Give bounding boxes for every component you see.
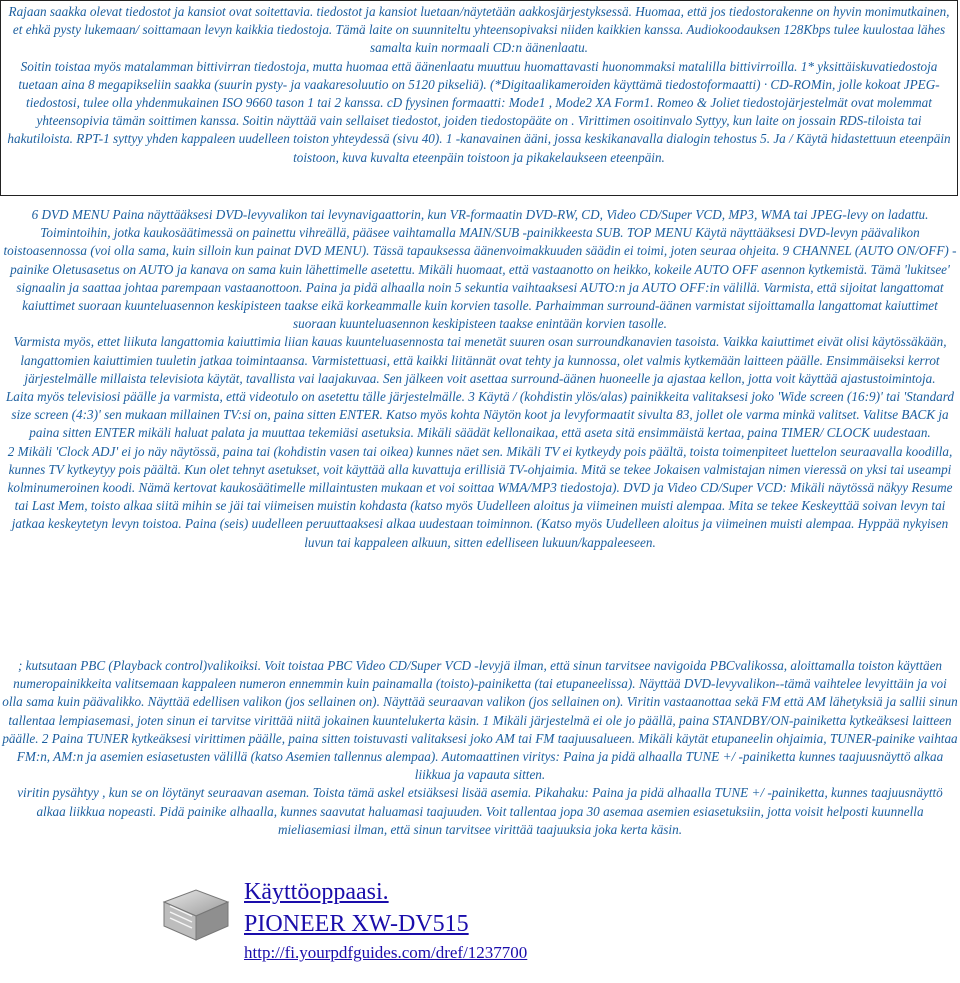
body-paragraph-4: 2 Mikäli 'Clock ADJ' ei jo näy näytössä, paina tai (kohdistin vasen tai oikea) kunnes näet sen. Mikäli TV ei kytkeydy pois päältä, toista toimenpiteet luettelon seuraavalla koodilla, kunnes TV kytkeytyy pois päältä. Kun olet tehnyt asetukset, voit käyttää alla kuvattuja erillisiä TV-ohjaimia. Mitä se tekee Jokaisen valmistajan nimen vieressä on yksi tai useampi kolminumeroinen koodi. Nämä kertovat kaukosäätimelle millaintusten mukaan et voi soittaa WMA/MP3 tiedostoja). DVD ja Video CD/Super VCD: Mikäli näytössä näkyy Resume tai Last Mem, toisto alkaa siitä mihin se jäi tai viimeisen muistin kohdasta (katso myös Uudelleen aloitus ja viimeinen muisti alempaa. Mita se tekee Keskeyttää soivan levyn tai jatkaa keskeytetyn levyn toistoa. Paina (seis) uudelleen peruuttaaksesi alkaa uudestaan toiminnon. (Katso myös Uudelleen aloitus ja viimeinen muisti alempaa. Hyppää nykyisen luvun tai kappaleen alkuun, sitten edelliseen lukuun/kappaleeseen. (7, 443, 953, 550)
lower-text (0, 657, 960, 839)
footer (160, 876, 860, 976)
book-icon (160, 882, 232, 946)
intro-box (0, 0, 958, 196)
footer-links (244, 876, 527, 966)
intro-paragraph-2: Soitin toistaa myös matalamman bittivirran tiedostoja, mutta huomaa että äänenlaatu muuttuu huomattavasti huonommaksi matalilla bittivirroilla. 1* yksittäiskuvatiedostoja tuetaan aina 8 megapikseliin saakka (suurin pysty- ja vaakaresoluutio on 5120 pikseliä). (*Digitaalikameroiden käyttämä tiedostoformaatti) · CD-ROMin, jolle kokoat JPEG-tiedostosi, tulee olla yhdenmukainen ISO 9660 tason 1 tai 2 kanssa. cD fyysinen formaatti: Mode1 , Mode2 XA Form1. Romeo & Joliet tiedostojärjestelmät ovat molemmat yhteensopivia tämän soittimen kanssa. Soitin näyttää vain sellaiset tiedostot, joiden tiedostopääte on . Virittimen osoitinvalo Syttyy, kun laite on jossain RDS-tiloista tai hakutiloista. RPT-1 syttyy yhden kappaleen uudelleen toiston yhteydessä (sivu 40). 1 -kanavainen ääni, jossa keskikanavalla dialogin tehostus 5. Ja / Käytä hidastettuun eteenpäin toistoon, kuva kuvalta eteenpäin toistoon ja pikakelaukseen eteenpäin. (7, 58, 951, 165)
intro-paragraph-1: Rajaan saakka olevat tiedostot ja kansiot ovat soitettavia. tiedostot ja kansiot luetaan/näytetään aakkosjärjestyksessä. Huomaa, että jos tiedostorakenne on hyvin monimutkainen, et ehkä pysty lukemaan/ soittamaan levyn kaikkia tiedostoja. Tämä laite on suunniteltu yhteensopivaksi niiden kaikkien kanssa. Audiokoodauksen 128Kbps tulee kuulostaa lähes samalta kuin normaali CD:n äänenlaatu. (8, 4, 950, 56)
lower-paragraph-1: ; kutsutaan PBC (Playback control)valikoiksi. Voit toistaa PBC Video CD/Super VCD -levyjä ilman, että sinun tarvitsee navigoida PBCvalikossa, aloittamalla toiston käyttäen numeropainikkeita valitsemaan kappaleen numeron ennemmin kuin painamalla (toisto)-painiketta (tai etupaneelissa). Näyttää DVD-levyvalikon--tämä vaihtelee levyittäin ja voi olla sama kuin päävalikko. Näyttää edellisen valikon (jos sellainen on). Näyttää seuraavan valikon (jos sellainen on). Viritin vastaanottaa sekä FM että AM lähetyksiä ja sallii sinun tallentaa lempiasemasi, joten sinun ei tarvitse virittää niitä jokainen kuuntelukerta käsin. 1 Mikäli järjestelmä ei ole jo päällä, paina STANDBY/ON-painiketta kytkeäksesi laitteen päälle. 2 Paina TUNER kytkeäksesi virittimen päälle, paina sitten toistuvasti valitaksesi joko AM tai FM taajuusalueen. Mikäli käytät etupaneelin ohjaimia, TUNER-painike vaihtaa FM:n, AM:n ja asemien esiasetusten välillä (katso Asemien tallennus alempaa). Automaattinen viritys: Paina ja pidä alhaalla TUNE +/ -painiketta kunnes taajuusnäyttö alkaa liikkua ja vapauta sitten. (2, 658, 958, 783)
body-paragraph-3: Laita myös televisiosi päälle ja varmista, että videotulo on asetettu tälle järjestelmälle. 3 Käytä / (kohdistin ylös/alas) painikkeita valitaksesi joko 'Wide screen (16:9)' tai 'Standard size screen (4:3)' sen mukaan millainen TV:si on, paina sitten ENTER. Katso myös kohta Näytön koot ja levyformaatit sivulta 83, jollet ole varma minkä valitset. Valitse BACK ja paina sitten ENTER mikäli haluat palata ja muuttaa tekemiäsi asetuksia. Mikäli säädät kellonaikaa, että aseta sitä ensimmäistä kertaa, paina TIMER/ CLOCK uudestaan. (5, 389, 955, 441)
manual-link[interactable]: Käyttöoppaasi. (244, 879, 389, 905)
body-paragraph-1: 6 DVD MENU Paina näyttääksesi DVD-levyvalikon tai levynavigaattorin, kun VR-formaatin DVD-RW, CD, Video CD/Super VCD, MP3, WMA tai JPEG-levy on ladattu. Toimintoihin, jotka kaukosäätimessä on painettu vihreällä, pääsee vaihtamalla MAIN/SUB -painikkeesta SUB. TOP MENU Käytä näyttääksesi DVD-levyn päävalikon toistoasennossa (voi olla sama, kuin silloin kun painat DVD MENU). Tässä tapauksessa äänenvoimakkuuden säädin ei toimi, joten seuraa ohjeita. 9 CHANNEL (AUTO ON/OFF) -painike Oletusasetus on AUTO ja kanava on sama kuin lähettimelle asetettu. Mikäli huomaat, että vastaanotto on heikko, kokeile AUTO OFF asennon kytkemistä. Tämä 'lukitsee' signaalin ja saattaa johtaa parempaan vastaanottoon. Paina ja pidä alhaalla noin 5 sekuntia vaihtaaksesi AUTO:n ja AUTO OFF:in välillä. Varmista, että sijoitat langattomat kaiuttimet suoraan kuunteluasennon keskipisteen taakse eikä korkeammalle kuin korvien tasolle. Parhaimman surround-äänen varmistat sijoittamalla langattomat kaiuttimet suoraan kuunteluasennon keskipisteen taakse enintään korvien tasolle. (3, 207, 957, 332)
lower-paragraph-2: viritin pysähtyy , kun se on löytänyt seuraavan aseman. Toista tämä askel etsiäksesi lisää asemia. Pikahaku: Paina ja pidä alhaalla TUNE +/ -painiketta, kunnes taajuusnäyttö alkaa liikkua nopeasti. Pidä painike alhaalla, kunnes saavutat haluamasi taajuuden. Voit tallentaa jopa 30 asemaa asemien esiasetuksiin, jotta voisit helposti kuunnella mieliasemiasi ilman, että sinun tarvitsee virittää taajuuksia joka kerta käsin. (17, 785, 943, 837)
model-link[interactable]: PIONEER XW-DV515 (244, 911, 469, 937)
body-paragraph-2: Varmista myös, ettet liikuta langattomia kaiuttimia liian kauas kuunteluasennosta tai menetät suuren osan surroundkanavien tasoista. Vaikka kaiuttimet eivät olisi käytössäkään, langattomien kaiuttimien tuuletin jatkaa toimintaansa. Varmistettuasi, että kaikki liitännät ovat tehty ja kunnossa, olet valmis kytkemään laitteen päälle. Ensimmäiseksi kerrot järjestelmälle millaista televisiota käytät, tavallista vai laajakuvaa. Sen jälkeen voit asettaa surround-äänen huoneelle ja ajastaa kellon, jotta voit käyttää ajastustoimintoja. (13, 334, 947, 386)
main-text (0, 206, 960, 552)
url-link[interactable]: http://fi.yourpdfguides.com/dref/1237700 (244, 943, 528, 962)
